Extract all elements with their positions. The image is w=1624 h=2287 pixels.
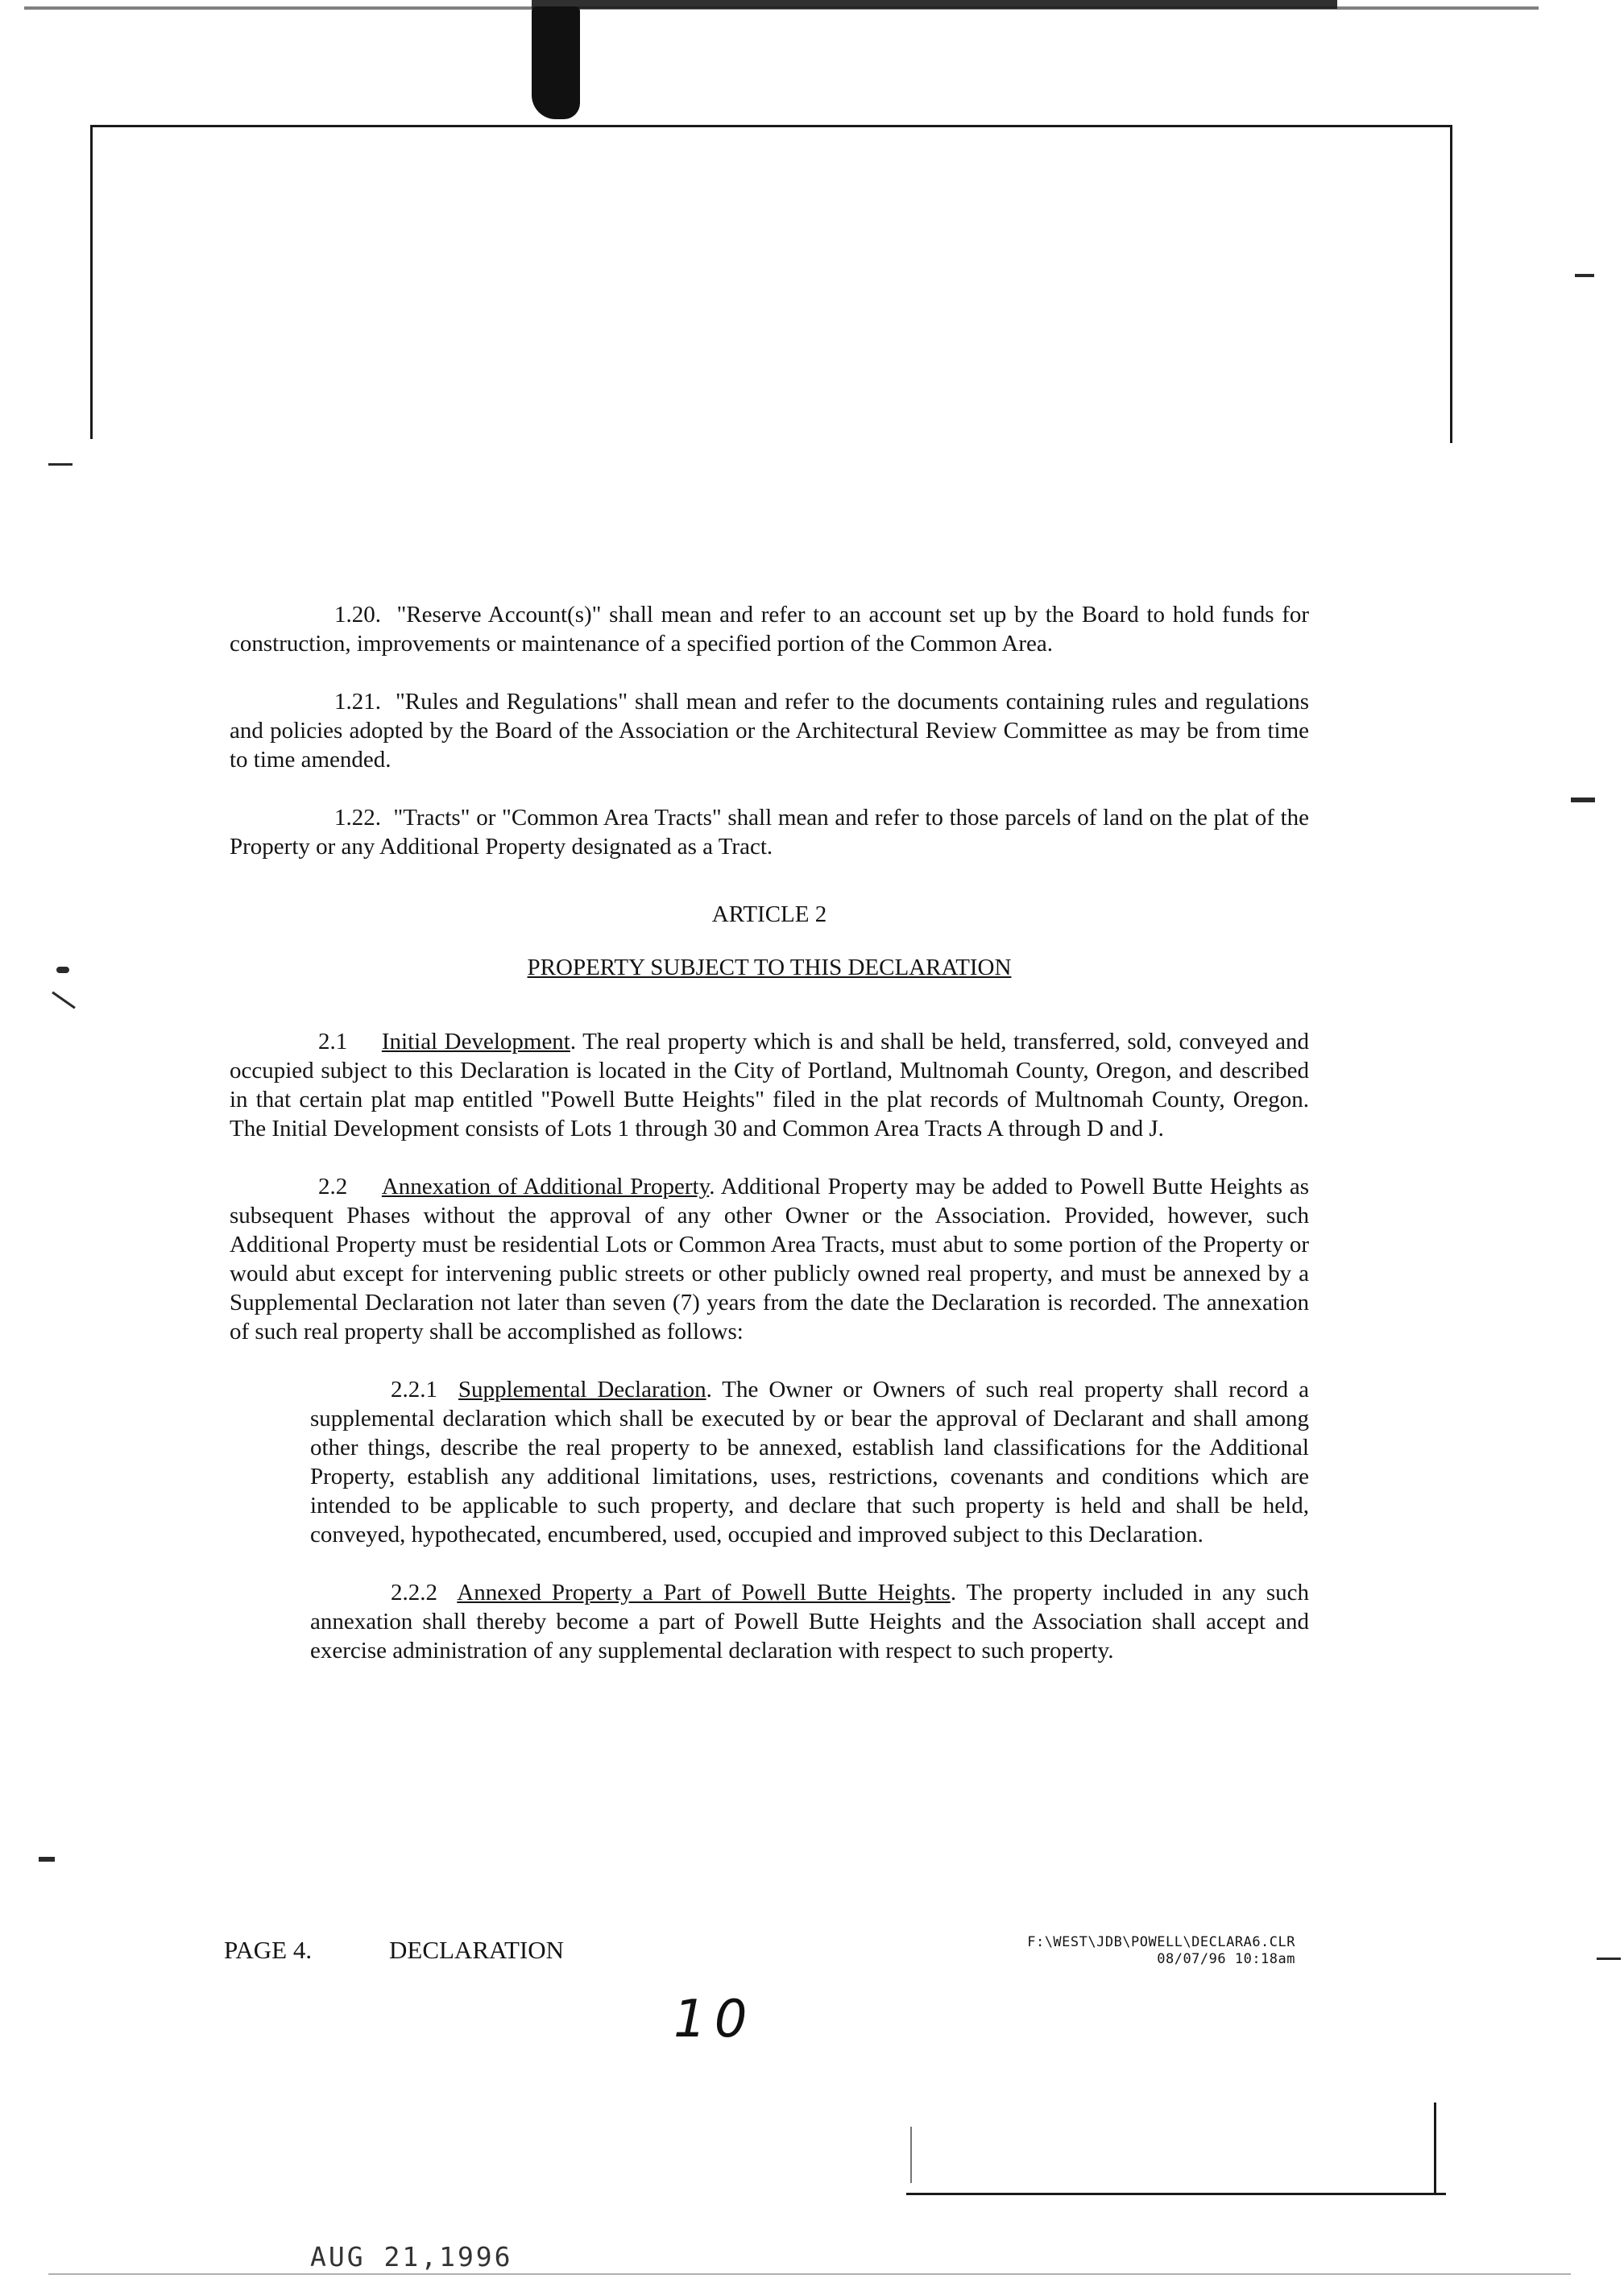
section-number: 2.2.2 (391, 1580, 437, 1605)
margin-speck (1575, 274, 1594, 277)
lower-frame-bottom (906, 2193, 1446, 2195)
frame-left (90, 125, 93, 439)
section-2-2 (230, 1172, 1309, 1346)
lower-frame-right (1434, 2103, 1436, 2195)
margin-speck (56, 967, 69, 973)
article-subtitle: PROPERTY SUBJECT TO THIS DECLARATION (527, 955, 1012, 980)
section-heading: Supplemental Declaration (458, 1377, 706, 1402)
paragraph-text: "Reserve Account(s)" shall mean and refer to an account set up by the Board to hold funds for construction, improvements or maintenance of a specified portion of the Common Area. (230, 602, 1310, 657)
paragraph-number: 1.20. (334, 602, 381, 628)
margin-speck (52, 992, 76, 1009)
definition-1-22 (230, 803, 1309, 861)
margin-speck (1597, 1958, 1621, 1960)
paragraph-text: "Tracts" or "Common Area Tracts" shall mean and refer to those parcels of land on the plat of the Property or any Additional Property designated as a Tract. (230, 805, 1309, 860)
margin-speck (48, 463, 72, 466)
section-heading: Annexed Property a Part of Powell Butte Heights (457, 1580, 951, 1605)
paragraph-text: "Rules and Regulations" shall mean and refer to the documents containing rules and regulations and policies adopted by the Board of the Association or the Architectural Review Committee as may be from time to time amended. (230, 689, 1310, 773)
file-timestamp: 08/07/96 10:18am (1157, 1951, 1295, 1967)
section-number: 2.1 (318, 1029, 348, 1054)
file-path: F:\WEST\JDB\POWELL\DECLARA6.CLR (1027, 1934, 1295, 1950)
definition-1-21 (230, 687, 1309, 774)
recording-stamp-date: AUG 21,1996 (310, 2241, 513, 2272)
section-2-2-2 (310, 1578, 1309, 1665)
page-footer (224, 1936, 564, 1965)
declaration-body (230, 600, 1309, 1694)
definition-1-20 (230, 600, 1309, 658)
paragraph-number: 1.22. (334, 805, 381, 831)
article-title: ARTICLE 2 (711, 901, 827, 927)
paragraph-number: 1.21. (334, 689, 381, 715)
section-text: . The real property which is and shall be held, transferred, sold, conveyed and occupied subject to this Declaration is located in the City of Portland, Multnomah County, Oregon, and described in that certain plat map entitled "Powell Butte Heights" filed in the plat records of Multnomah County, Oregon. The Initial Development consists of Lots 1 through 30 and Common Area Tracts A through D and J. (230, 1029, 1309, 1141)
scan-bottom-edge (48, 2273, 1571, 2275)
frame-right (1450, 125, 1452, 443)
section-text: . Additional Property may be added to Powell Butte Heights as subsequent Phases without the approval of any other Owner or the Association. Provided, however, such Additional Property must be residential Lots or Common Area Tracts, must abut to some portion of the Property or would abut except for intervening public streets or other publicly owned real property, and must be annexed by a Supplemental Declaration not later than seven (7) years from the date the Declaration is recorded. The annexation of such real property shall be accomplished as follows: (230, 1174, 1309, 1344)
scan-top-bar (532, 0, 1337, 9)
section-heading: Annexation of Additional Property (381, 1174, 710, 1199)
page-label: PAGE 4. (224, 1936, 313, 1964)
margin-speck (39, 1857, 55, 1862)
frame-top (90, 125, 1452, 127)
section-text: . The Owner or Owners of such real property shall record a supplemental declaration which shall be executed by or bear the approval of Declarant and shall among other things, describe the real property to be annexed, establish land classifications for the Additional Property, establish any additional limitations, uses, restrictions, covenants and conditions which are intended to be applicable to such property, and declare that such property is held and shall be held, conveyed, hypothecated, encumbered, used, occupied and improved subject to this Declaration. (310, 1377, 1309, 1547)
section-number: 2.2 (318, 1174, 348, 1199)
section-2-1 (230, 1027, 1309, 1143)
section-text: . The property included in any such annexation shall thereby become a part of Powell Butte Heights and the Association shall accept and exercise administration of any supplemental declaration with respect to such property. (310, 1580, 1310, 1663)
handwritten-page-number: 10 (673, 1990, 756, 2049)
section-number: 2.2.1 (391, 1377, 437, 1402)
section-2-2-1 (310, 1375, 1309, 1549)
binding-clip-mark (532, 6, 580, 119)
lower-frame-left (910, 2127, 912, 2183)
section-heading: Initial Development (381, 1029, 570, 1054)
margin-speck (1571, 798, 1595, 802)
file-info (1027, 1934, 1295, 1968)
document-label: DECLARATION (389, 1936, 564, 1964)
